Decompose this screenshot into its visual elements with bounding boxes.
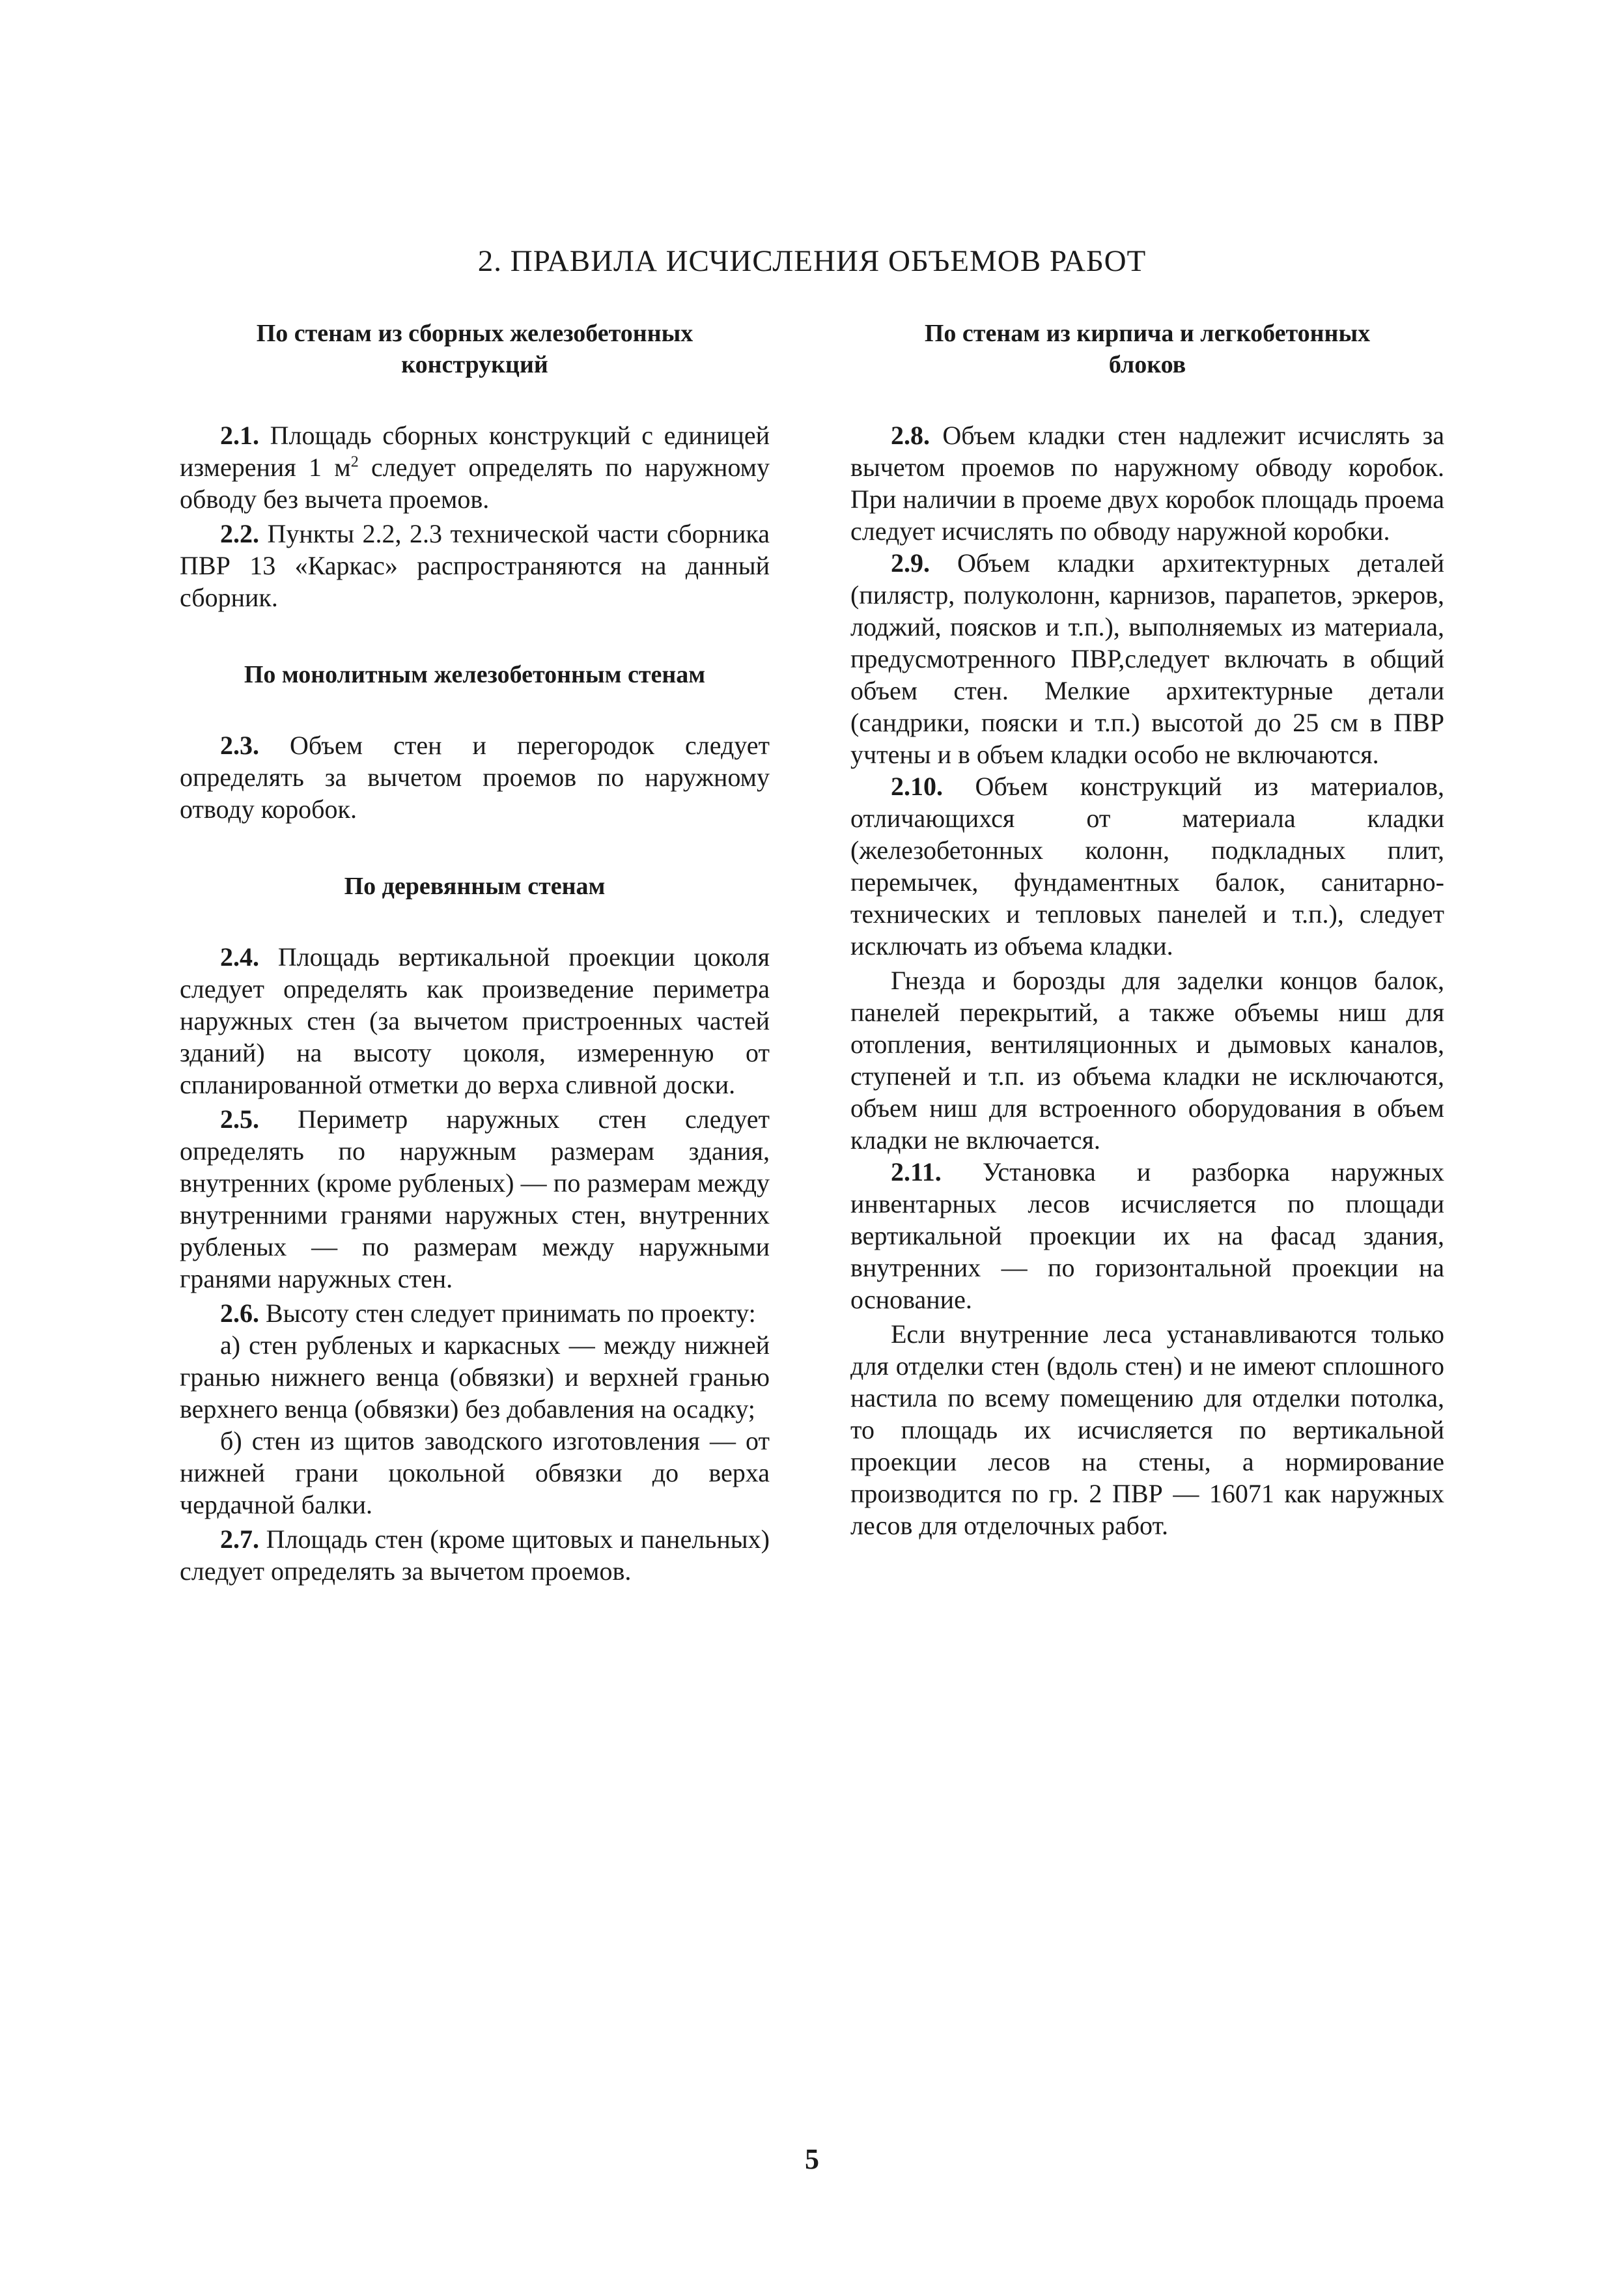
section-heading-precast xyxy=(180,318,770,380)
clause-number: 2.3. xyxy=(220,731,259,760)
section-heading-brick xyxy=(850,318,1444,380)
section-heading-monolithic: По монолитным железобетонным стенам xyxy=(244,661,706,688)
heading-line: По стенам из кирпича и легкобетонных xyxy=(924,320,1371,347)
page-title: 2. ПРАВИЛА ИСЧИСЛЕНИЯ ОБЪЕМОВ РАБОТ xyxy=(477,244,1147,278)
paragraph-2-9: 2.9. Объем кладки архитектурных деталей (пилястр, полуколонн, карнизов, парапетов, эркеров, лоджий, поясков и т.п.), выполняемых из материала, предусмотренного ПВР,следует включать в общий объем стен. Мелкие архитектурные детали (сандрики, пояски и т.п.) высотой до 25 см в ПВР учтены и в объем кладки особо не включаются. xyxy=(850,548,1444,769)
paragraph-2-10-cont: Гнезда и борозды для заделки концов балок, панелей перекрытий, а также объемы ниш для отопления, вентиляционных и дымовых каналов, ступеней и т.п. из объема кладки не исключаются, объем ниш для встроенного оборудования в объем кладки не включается. xyxy=(850,966,1444,1155)
clause-number: 2.6. xyxy=(220,1299,259,1328)
clause-number: 2.7. xyxy=(220,1524,259,1554)
clause-number: 2.11. xyxy=(891,1157,942,1187)
page-number: 5 xyxy=(805,2143,819,2175)
paragraph-2-6: 2.6. Высоту стен следует принимать по проекту: xyxy=(220,1299,756,1328)
right-column xyxy=(850,318,1444,1541)
paragraph-2-2: 2.2. Пункты 2.2, 2.3 технической части сборника ПВР 13 «Каркас» распространяются на данный сборник. xyxy=(180,519,770,612)
paragraph-2-5: 2.5. Периметр наружных стен следует определять по наружным размерам здания, внутренних (кроме рубленых) — по размерам между внутренними гранями наружных стен, внутренних рубленых — по размерам между наружными гранями наружных стен. xyxy=(180,1104,770,1293)
paragraph-2-10: 2.10. Объем конструкций из материалов, отличающихся от материала кладки (железобетонных колонн, подкладных плит, перемычек, фундаментных балок, санитарно-технических и тепловых панелей и т.п.), следует исключать из объема кладки. xyxy=(850,772,1444,961)
clause-number: 2.4. xyxy=(220,942,259,972)
clause-number: 2.2. xyxy=(220,519,259,548)
paragraph-2-6-b: б) стен из щитов заводского изготовления — от нижней грани цокольной обвязки до верха чердачной балки. xyxy=(180,1426,770,1519)
heading-line: блоков xyxy=(1108,351,1186,378)
clause-number: 2.9. xyxy=(891,548,930,578)
clause-number: 2.1. xyxy=(220,421,259,450)
paragraph-2-6-a: а) стен рубленых и каркасных — между нижней гранью нижнего венца (обвязки) и верхней гранью верхнего венца (обвязки) без добавления на осадку; xyxy=(180,1330,770,1424)
clause-number: 2.8. xyxy=(891,421,930,450)
paragraph-2-11: 2.11. Установка и разборка наружных инвентарных лесов исчисляется по площади вертикальной проекции их на фасад здания, внутренних — по горизонтальной проекции на основание. xyxy=(850,1157,1444,1314)
paragraph-2-3: 2.3. Объем стен и перегородок следует определять за вычетом проемов по наружному отводу коробок. xyxy=(180,731,770,824)
heading-line: конструкций xyxy=(401,351,548,378)
heading-line: По стенам из сборных железобетонных xyxy=(256,320,693,347)
paragraph-2-11-cont: Если внутренние леса устанавливаются только для отделки стен (вдоль стен) и не имеют сплошного настила по всему помещению для отделки потолка, то площадь их исчисляется по вертикальной проекции лесов на стены, а нормирование производится по гр. 2 ПВР — 16071 как наружных лесов для отделочных работ. xyxy=(850,1319,1444,1540)
section-heading-wooden: По деревянным стенам xyxy=(344,873,606,900)
superscript: 2 xyxy=(350,453,359,471)
clause-number: 2.10. xyxy=(891,772,943,801)
left-column xyxy=(180,318,770,1587)
paragraph-2-4: 2.4. Площадь вертикальной проекции цоколя следует определять как произведение периметра наружных стен (за вычетом пристроенных частей зданий) на высоту цоколя, измеренную от спланированной отметки до верха сливной доски. xyxy=(180,942,770,1099)
paragraph-2-8: 2.8. Объем кладки стен надлежит исчислять за вычетом проемов по наружному обводу коробок. При наличии в проеме двух коробок площадь проема следует исчислять по обводу наружной коробки. xyxy=(850,421,1444,546)
clause-number: 2.5. xyxy=(220,1104,259,1134)
paragraph-2-7: 2.7. Площадь стен (кроме щитовых и панельных) следует определять за вычетом проемов. xyxy=(180,1524,770,1586)
paragraph-2-1: 2.1. Площадь сборных конструкций с единицей измерения 1 $м^2$ следует определять по наружному обводу без вычета проемов. xyxy=(180,421,770,514)
